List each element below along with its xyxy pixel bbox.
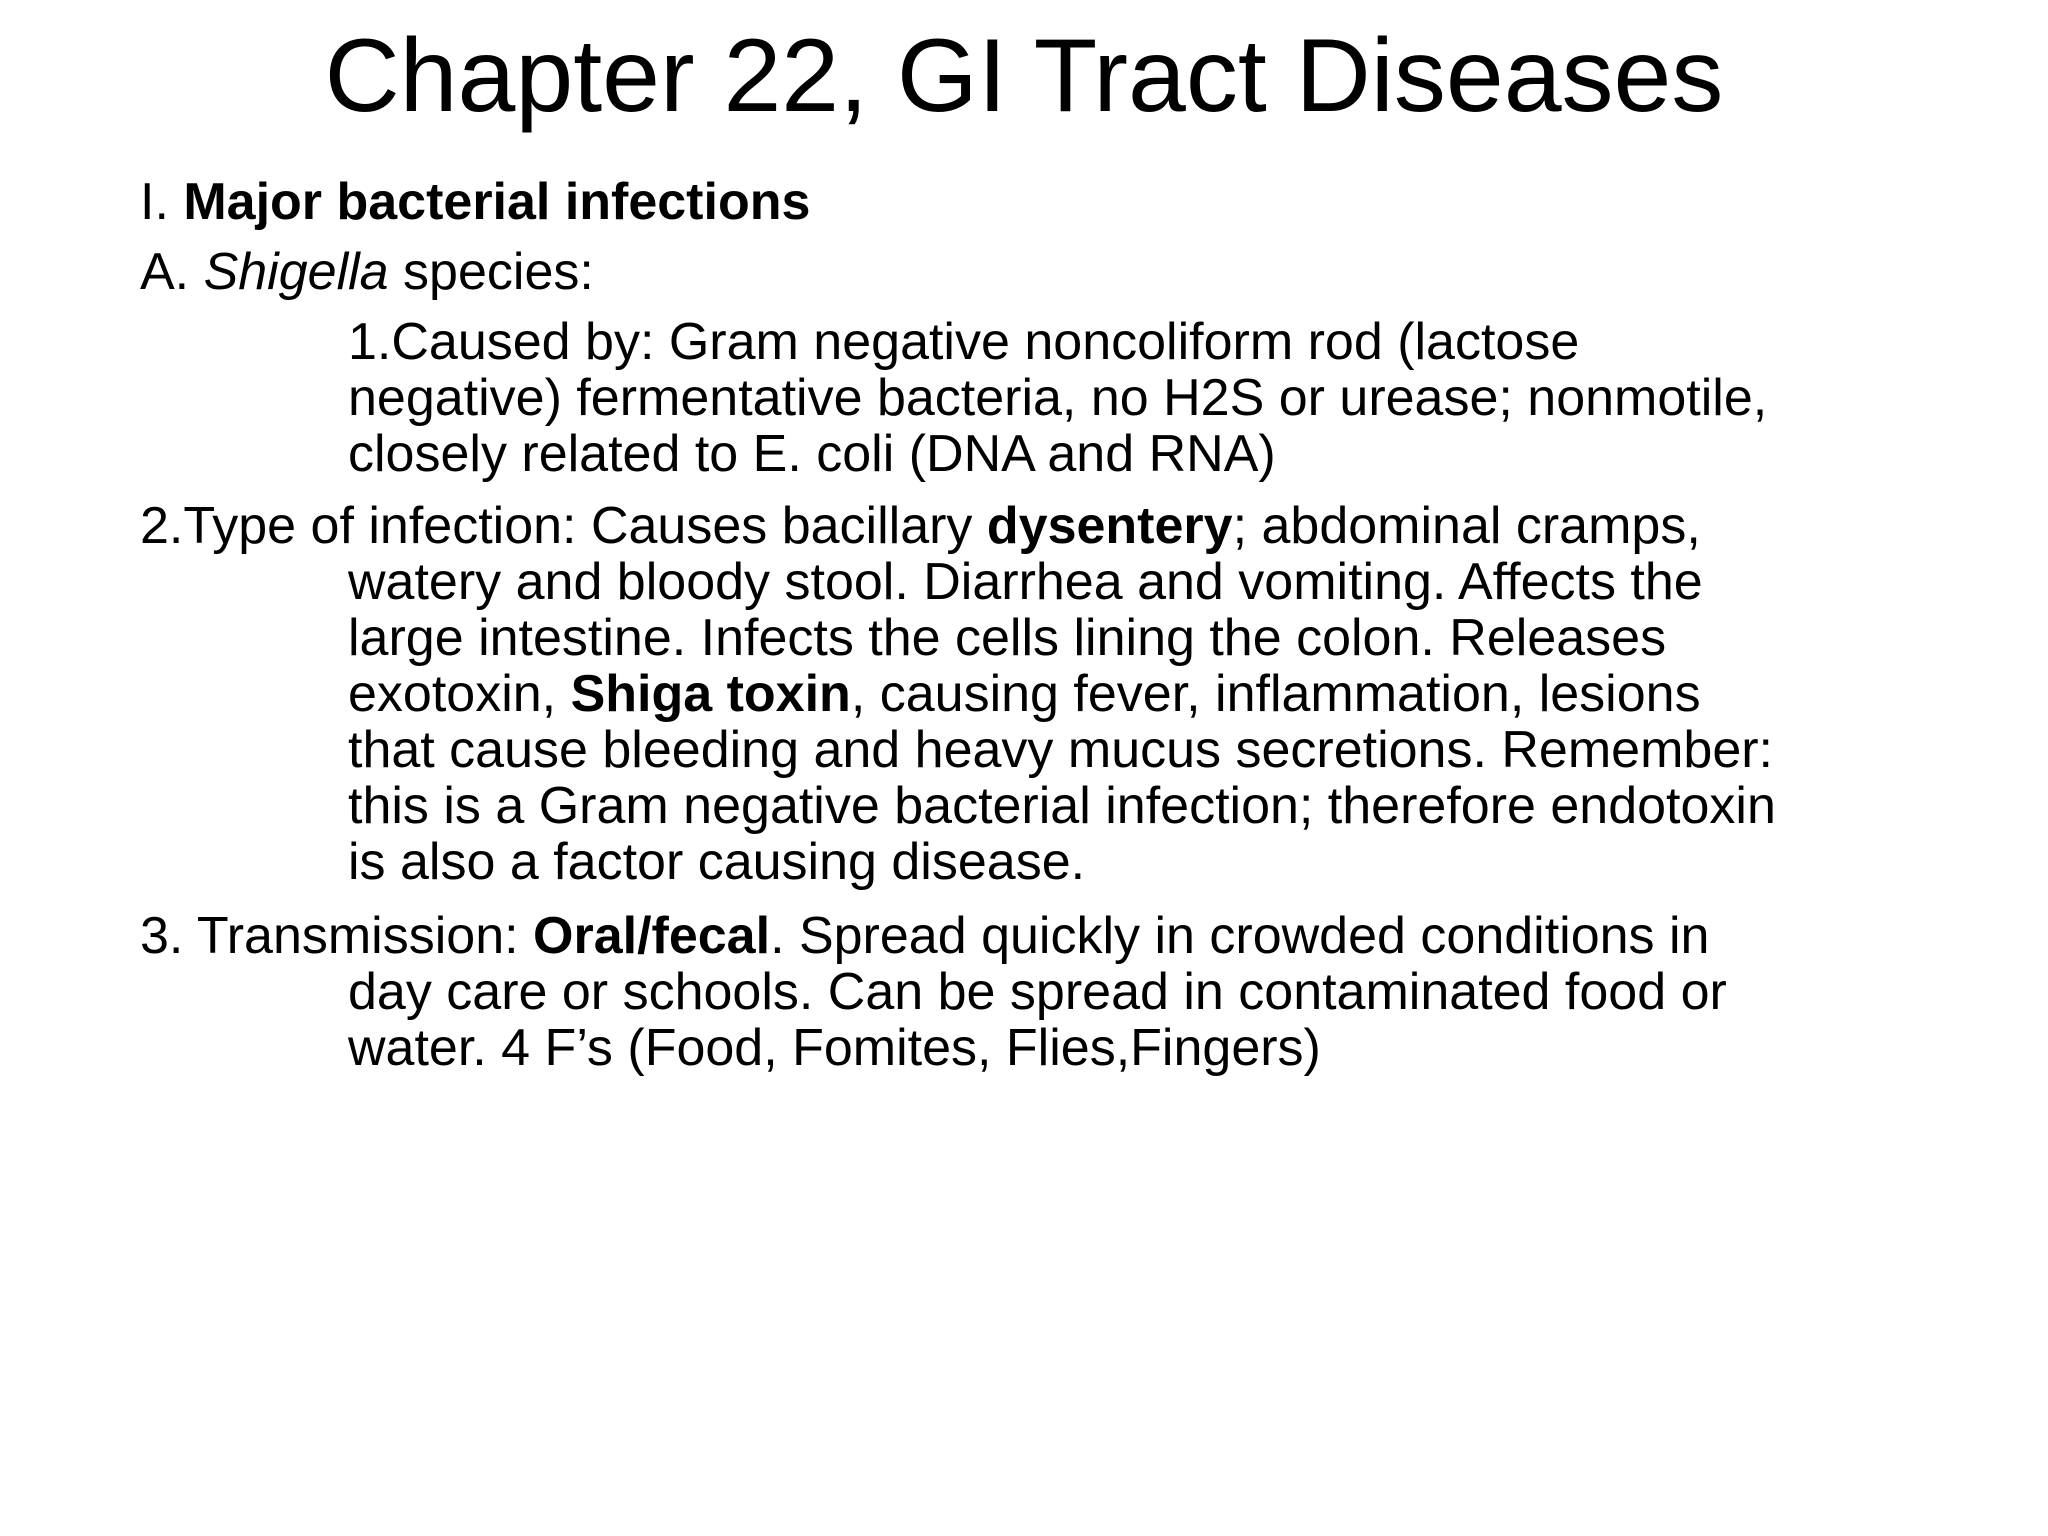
- item-2-line: [140, 666, 1930, 722]
- item-2-line: large intestine. Infects the cells lining the colon. Releases: [348, 609, 1667, 667]
- item-2-text: ; abdominal cramps,: [1232, 497, 1701, 555]
- slide-title: Chapter 22, GI Tract Diseases: [324, 18, 1724, 134]
- keyword-shiga-toxin: Shiga toxin: [570, 665, 851, 723]
- subsection-heading: [140, 244, 1930, 300]
- item-2-line: that cause bleeding and heavy mucus secretions. Remember:: [348, 721, 1773, 779]
- item-3-line: water. 4 F’s (Food, Fomites, Flies,Fingers): [348, 1019, 1321, 1077]
- item-2-type-of-infection: [140, 498, 1930, 890]
- subsection-suffix: species:: [388, 243, 594, 301]
- item-2-text: 2.Type of infection: Causes bacillary: [140, 497, 987, 555]
- item-3-transmission: [140, 908, 1930, 1076]
- item-1-caused-by: [140, 314, 1930, 482]
- section-number: I.: [140, 173, 184, 231]
- item-2-line: this is a Gram negative bacterial infection; therefore endotoxin: [348, 777, 1776, 835]
- item-2-line: is also a factor causing disease.: [348, 833, 1086, 891]
- item-2-line: watery and bloody stool. Diarrhea and vomiting. Affects the: [348, 553, 1703, 611]
- item-1-line: closely related to E. coli (DNA and RNA): [348, 425, 1276, 483]
- item-1-line: 1.Caused by: Gram negative noncoliform rod (lactose: [348, 313, 1580, 371]
- item-3-first-line: [140, 908, 1930, 964]
- genus-name: Shigella: [203, 243, 389, 301]
- item-3-line: day care or schools. Can be spread in contaminated food or: [348, 963, 1727, 1021]
- item-2-first-line: [140, 498, 1930, 554]
- keyword-dysentery: dysentery: [986, 497, 1233, 555]
- section-title: Major bacterial infections: [183, 173, 811, 231]
- item-3-text: 3. Transmission:: [140, 907, 534, 965]
- item-1-line: negative) fermentative bacteria, no H2S or urease; nonmotile,: [348, 369, 1768, 427]
- item-3-text: . Spread quickly in crowded conditions in: [770, 907, 1710, 965]
- item-2-text: , causing fever, inflammation, lesions: [850, 665, 1701, 723]
- subsection-letter: A.: [140, 243, 204, 301]
- slide-body: [140, 174, 1930, 1076]
- item-2-text: exotoxin,: [348, 665, 571, 723]
- keyword-oral-fecal: Oral/fecal: [533, 907, 771, 965]
- section-heading: [140, 174, 1930, 230]
